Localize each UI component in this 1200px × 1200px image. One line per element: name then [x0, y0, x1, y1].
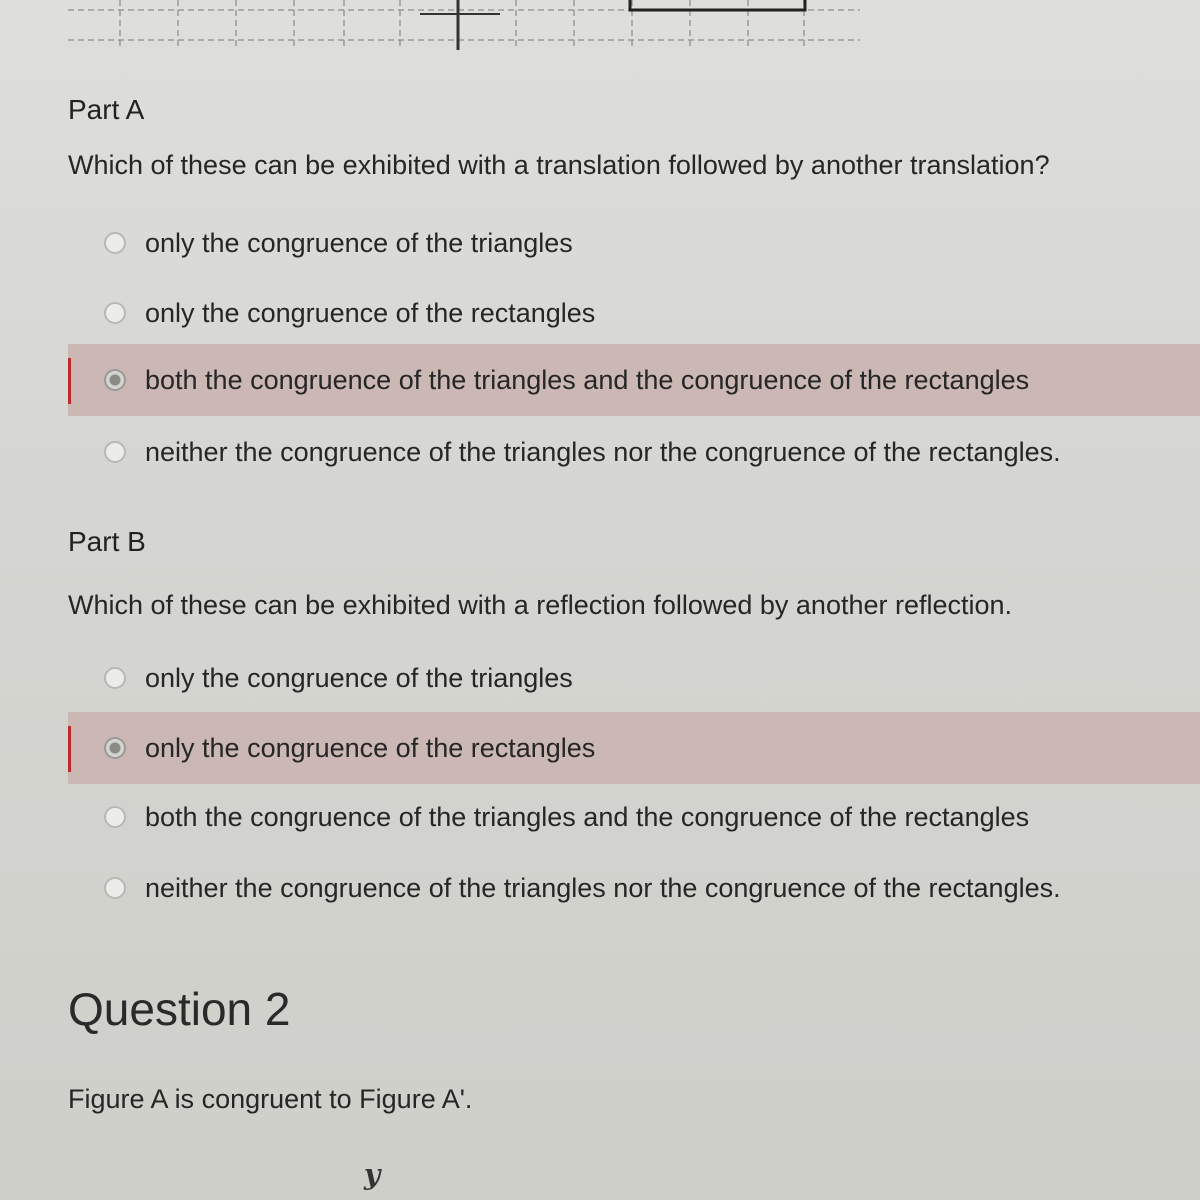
option-label: neither the congruence of the triangles nor the congruence of the rectangles.: [145, 436, 1061, 467]
part-a-option-4[interactable]: [68, 416, 1200, 488]
option-label: only the congruence of the triangles: [145, 662, 573, 693]
radio-button[interactable]: [104, 806, 126, 828]
axis-y-label: y: [364, 1158, 381, 1191]
option-label: both the congruence of the triangles and the congruence of the rectangles: [145, 364, 1030, 395]
option-label: both the congruence of the triangles and the congruence of the rectangles: [145, 801, 1030, 832]
option-label: only the congruence of the triangles: [145, 227, 573, 258]
coordinate-grid-partial: [0, 0, 1200, 50]
part-b-option-3[interactable]: [68, 781, 1200, 853]
selection-indicator: [68, 358, 71, 404]
part-b-question: Which of these can be exhibited with a reflection followed by another reflection.: [68, 590, 1013, 620]
part-a-option-3[interactable]: [68, 344, 1200, 416]
part-b-option-1[interactable]: [68, 642, 1200, 714]
part-a-question: Which of these can be exhibited with a translation followed by another translation?: [68, 150, 1050, 180]
question-2-text: Figure A is congruent to Figure A'.: [68, 1084, 473, 1114]
radio-button[interactable]: [104, 667, 126, 689]
radio-button[interactable]: [104, 441, 126, 463]
radio-button[interactable]: [104, 232, 126, 254]
radio-button-selected[interactable]: [104, 369, 126, 391]
selection-indicator: [68, 726, 71, 772]
radio-button[interactable]: [104, 877, 126, 899]
question-2-heading: Question 2: [68, 983, 291, 1035]
part-b-option-2[interactable]: [68, 712, 1200, 784]
option-label: neither the congruence of the triangles nor the congruence of the rectangles.: [145, 872, 1061, 903]
part-b-option-4[interactable]: [68, 852, 1200, 924]
option-label: only the congruence of the rectangles: [145, 297, 596, 328]
radio-button[interactable]: [104, 302, 126, 324]
part-b-title: Part B: [68, 526, 146, 557]
part-a-title: Part A: [68, 94, 145, 125]
option-label: only the congruence of the rectangles: [145, 732, 596, 763]
grid-rectangle-shape: [630, 0, 805, 10]
part-a-option-2[interactable]: [68, 277, 1200, 349]
part-a-option-1[interactable]: [68, 207, 1200, 279]
radio-button-selected[interactable]: [104, 737, 126, 759]
